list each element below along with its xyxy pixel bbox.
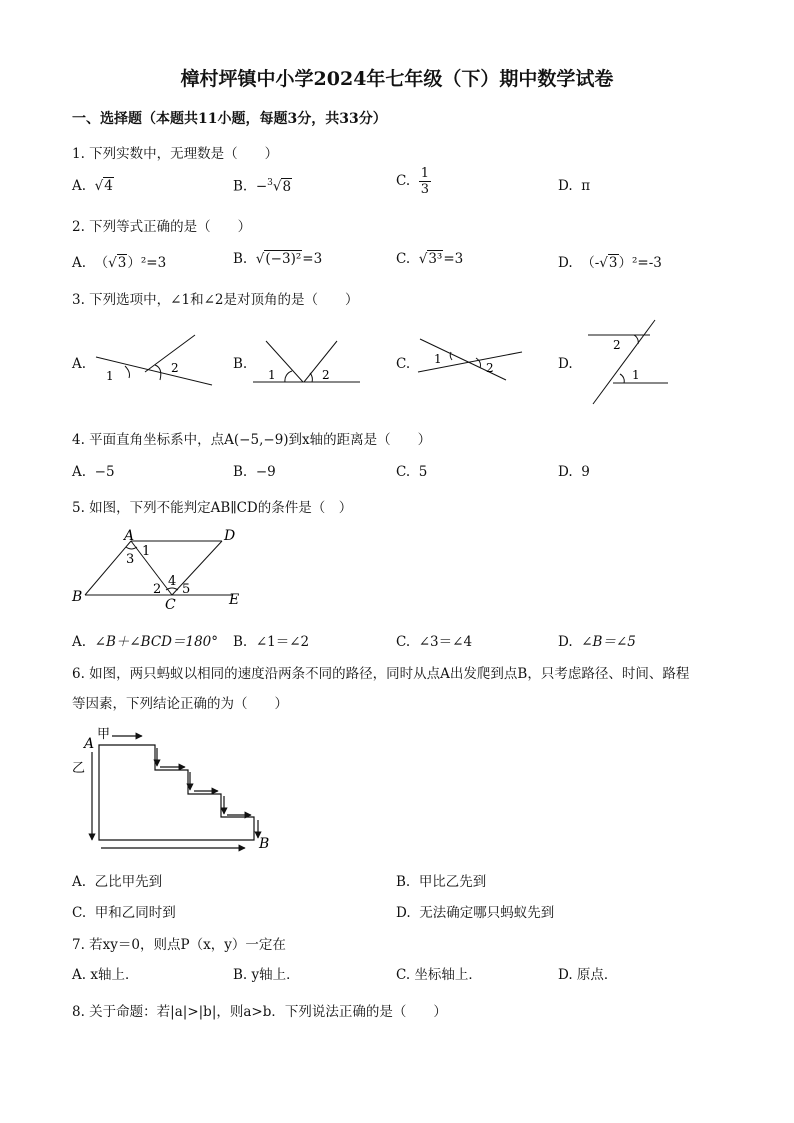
point-a: A [124,528,135,544]
angle-num-3: 3 [126,552,135,567]
option-label: A. [72,874,87,890]
q2-option-b: B. √(−3)²=3 [233,251,323,267]
option-label: A. [72,255,87,271]
section-heading-choice: 一、选择题（本题共11小题，每题3分，共33分） [72,111,387,127]
angle-num-1: 1 [142,544,151,559]
option-value: 5 [418,464,428,480]
angle-label-1: 1 [632,368,640,382]
q7-option-a: A. x轴上． [72,967,139,983]
option-label: A. [72,178,87,194]
q3-option-c-label: C. [396,356,411,372]
root-index: 3 [267,178,273,188]
option-label: A. [72,634,87,650]
q3-option-b-label: B. [233,356,248,372]
q1-option-b: B. −$^3$√8 [233,178,292,195]
point-a: A [84,736,95,752]
option-label: A. [72,464,87,480]
ant-yi-label: 乙 [72,761,86,776]
option-label: D. [396,905,411,921]
radicand: 8 [282,178,292,195]
option-value: −5 [94,464,115,480]
q2-option-d: D. （-√3）²=-3 [558,255,662,271]
angle-label-2: 2 [613,338,621,352]
question-6-stem-line2: 等因素，下列结论正确的为（ ） [72,696,288,712]
option-label: D. [558,178,573,194]
option-label: C. [396,464,411,480]
expression-tail: ）²=3 [127,255,167,271]
option-label: B. [233,251,248,267]
radicand: 3 [117,255,127,271]
question-4-stem: 4. 平面直角坐标系中，点A(−5,−9)到x轴的距离是（ ） [72,432,432,448]
expression-tail: =3 [302,251,323,267]
option-label: B. [233,464,248,480]
expression-tail: =3 [443,251,464,267]
option-value: −9 [255,464,276,480]
angle-label-2: 2 [486,361,494,375]
option-value: ∠B＝∠5 [581,634,636,650]
question-2-stem: 2. 下列等式正确的是（ ） [72,219,252,235]
denominator: 3 [420,182,430,197]
option-value: 9 [581,464,590,480]
option-label: B. [233,634,248,650]
ant-jia-label: 甲 [97,727,111,742]
q6-option-a [72,870,162,890]
q6-option-d [396,901,554,921]
option-label: B. [396,874,411,890]
option-value: ∠B＋∠BCD＝180° [94,634,219,650]
q6-option-b [396,870,486,890]
option-label: C. [396,251,411,267]
angle-num-5: 5 [182,582,191,597]
q1-option-a: A. √4 [72,178,113,194]
q2-option-c: C. √3³=3 [396,251,464,267]
question-1-stem: 1. 下列实数中，无理数是（ ） [72,146,279,162]
q2-option-a: A. （√3）²=3 [72,255,167,271]
option-value: ∠1＝∠2 [255,634,310,650]
q7-option-d: D. 原点． [558,967,618,983]
q3-option-d-label: D. [558,356,573,372]
radicand: (−3)² [265,251,302,267]
angle-label-2: 2 [171,361,179,375]
q7-option-b: B. y轴上． [233,967,300,983]
paren: （ [94,255,109,271]
point-e: E [229,592,240,608]
option-label: D. [558,255,573,271]
q6-option-c [72,901,176,921]
pi-symbol: π [581,178,591,194]
option-label: C. [396,634,411,650]
angle-num-4: 4 [168,574,177,589]
point-d: D [224,528,236,544]
option-label: C. [72,905,87,921]
paren: （- [581,255,600,271]
angle-label-1: 1 [268,368,276,382]
expression-tail: ）²=-3 [618,255,662,271]
option-label: D. [558,464,573,480]
option-value: 无法确定哪只蚂蚁先到 [419,905,555,921]
point-b: B [72,589,83,605]
option-value: 乙比甲先到 [94,874,163,890]
option-value: 甲比乙先到 [418,874,487,890]
minus-sign: − [255,178,268,195]
option-value: 甲和乙同时到 [94,905,176,921]
q7-option-c: C. 坐标轴上． [396,967,482,983]
question-7-stem: 7. 若xy＝0，则点P（x，y）一定在 [72,937,286,953]
point-c: C [165,597,176,613]
question-6-stem-line1: 6. 如图，两只蚂蚁以相同的速度沿两条不同的路径，同时从点A出发爬到点B，只考虑路径、时间、路程 [72,666,690,682]
question-8-stem: 8. 关于命题：若|a|>|b|，则a>b．下列说法正确的是（ ） [72,1004,447,1020]
option-label: B. [233,178,248,195]
staircase-outline [99,745,254,840]
option-value: ∠3＝∠4 [418,634,473,650]
page-title: 樟村坪镇中小学2024年七年级（下）期中数学试卷 [180,68,614,90]
radicand: 4 [104,178,113,194]
angle-label-1: 1 [434,352,442,366]
radicand: 3 [608,255,618,271]
angle-label-2: 2 [322,368,330,382]
option-label: C. [396,173,411,189]
q3-option-a-label: A. [72,356,87,372]
point-b: B [259,836,270,852]
angle-num-2: 2 [153,582,162,597]
angle-label-1: 1 [106,369,114,383]
numerator: 1 [420,166,430,181]
option-label: D. [558,634,573,650]
radicand: 3³ [428,251,443,267]
question-3-stem: 3. 下列选项中，∠1和∠2是对顶角的是（ ） [72,292,359,308]
question-5-stem: 5. 如图，下列不能判定AB∥CD的条件是（ ） [72,500,353,516]
